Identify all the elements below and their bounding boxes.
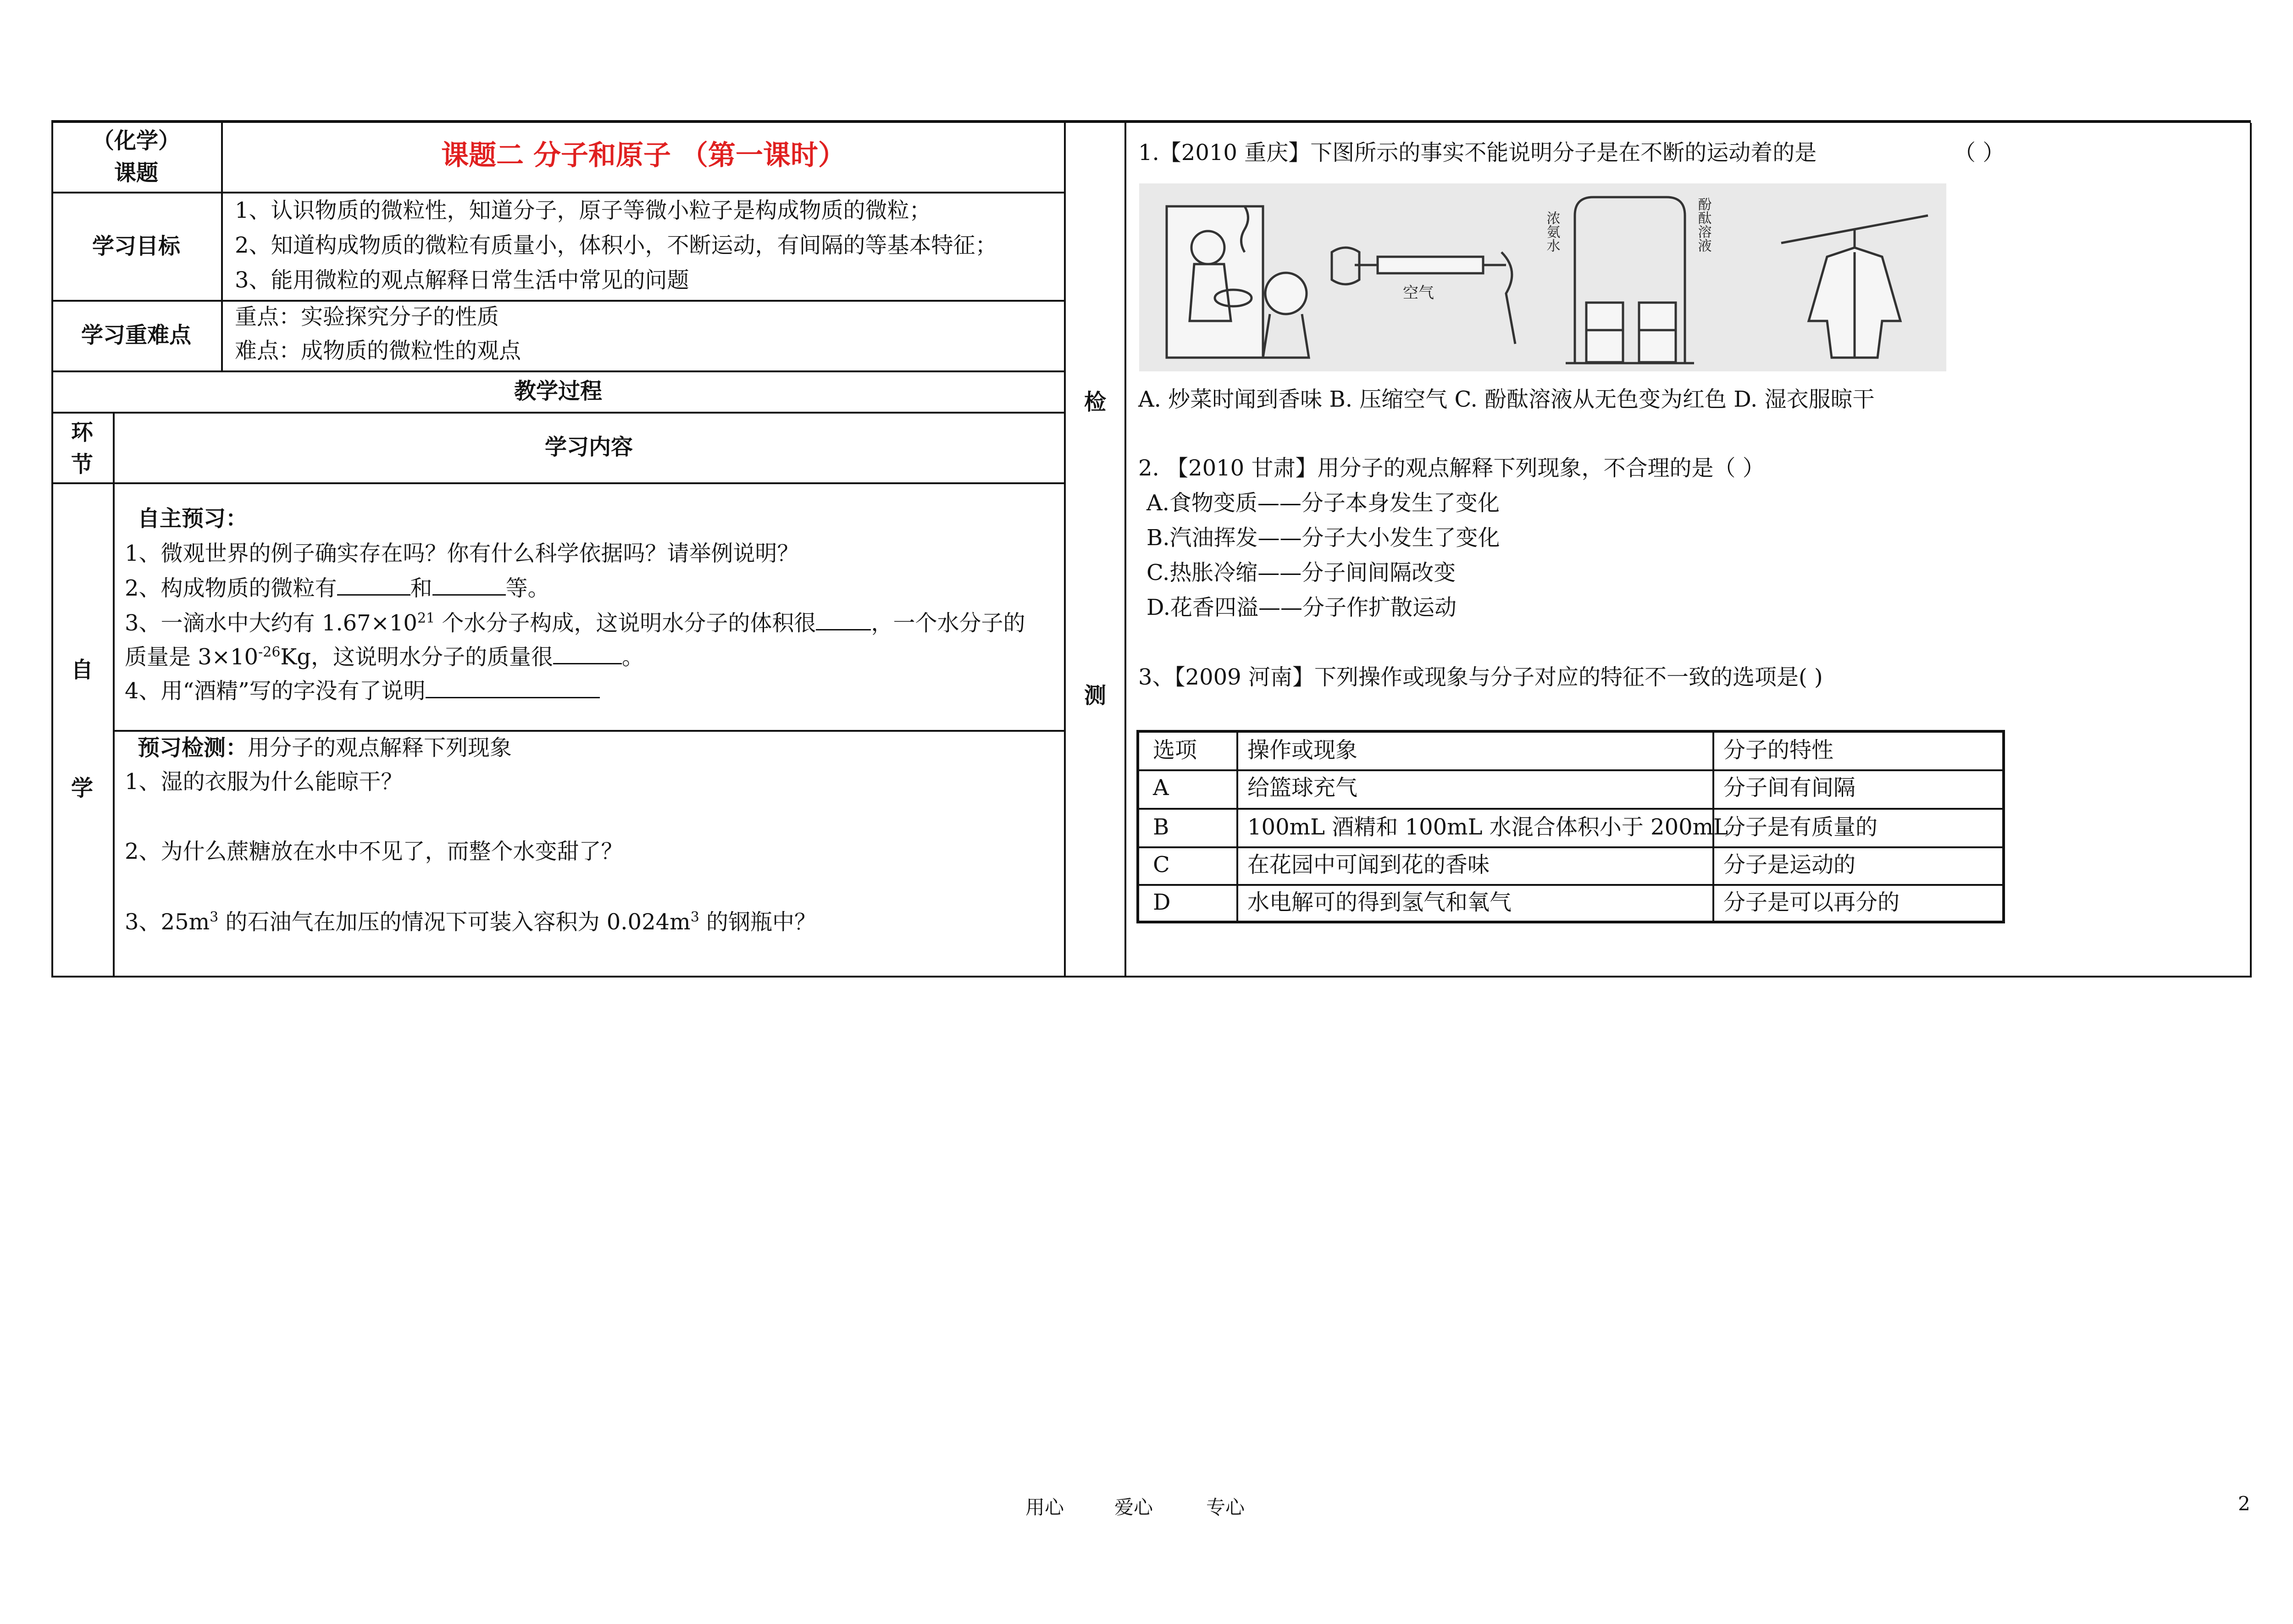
row-line-1 [51, 192, 1065, 193]
self-check-heading-rest: 用分子的观点解释下列现象 [248, 735, 512, 761]
check-char-1: 检 [1084, 389, 1106, 415]
self-check-question-3 [125, 908, 816, 936]
preview-q3-part-e: Kg，这说明水分子的质量很 [280, 644, 554, 670]
table-cell-a-property: 分子间有间隔 [1723, 775, 1856, 801]
self-check-question-2: 2、为什么蔗糖放在水中不见了，而整个水变甜了？ [125, 839, 623, 864]
col-stage-header [51, 416, 113, 481]
preview-question-1: 1、微观世界的例子确实存在吗？你有什么科学依据吗？请举例说明？ [125, 541, 799, 566]
test-question-3-stem: 3、【2009 河南】下列操作或现象与分子对应的特征不一致的选项是( ) [1138, 664, 1823, 690]
page-number: 2 [2238, 1492, 2250, 1515]
col-line-stage [113, 412, 115, 977]
row-line-6 [114, 730, 1065, 732]
self-check-q3-exponent-1: 3 [210, 909, 219, 925]
key-point-difficulty: 难点：成物质的微粒性的观点 [235, 338, 521, 364]
frame-right [2250, 123, 2252, 977]
preview-q2-part-a: 2、构成物质的微粒有 [125, 575, 337, 601]
preview-q3-part-c: ，一个水分子的 [871, 610, 1025, 636]
preview-q2-blank-1[interactable] [337, 573, 410, 596]
preview-q2-part-b: 和 [410, 575, 432, 601]
preview-question-4 [125, 676, 600, 705]
table-col-line-1 [1236, 733, 1238, 921]
preview-q4-blank[interactable] [426, 676, 600, 698]
preview-question-3-line-1 [125, 608, 1025, 637]
divider-left-panel [1064, 123, 1066, 977]
preview-q3-part-d: 质量是 3×10 [125, 644, 259, 670]
test-question-2-option-d: D.花香四溢——分子作扩散运动 [1146, 595, 1457, 620]
frame-bottom [51, 976, 2252, 978]
question-1-illustration [1139, 183, 1946, 371]
test-question-1-answer-paren: （ ） [1954, 140, 2005, 166]
fig-label-ammonia: 浓氨水 [1544, 211, 1560, 252]
self-check-q3-part-c: 的钢瓶中？ [699, 909, 817, 935]
table-cell-c-option: C [1153, 852, 1170, 878]
table-cell-c-operation: 在花园中可闻到花的香味 [1247, 852, 1490, 878]
objective-item-3: 3、能用微粒的观点解释日常生活中常见的问题 [235, 267, 689, 293]
key-point-focus: 重点：实验探究分子的性质 [235, 304, 499, 330]
topic-label: 课题 [114, 160, 158, 186]
preview-q3-part-f: 。 [622, 644, 644, 670]
self-check-q3-part-b: 的石油气在加压的情况下可装入容积为 0.024m [218, 909, 691, 935]
row-line-4 [51, 412, 1065, 414]
table-header-operation: 操作或现象 [1247, 737, 1358, 763]
fig-label-phenolphthalein: 酚酞溶液 [1695, 197, 1711, 252]
preview-question-3-line-2 [125, 642, 644, 671]
objectives-label: 学习目标 [92, 233, 180, 259]
row-line-2 [51, 300, 1065, 302]
preview-q3-exponent-1: 21 [417, 610, 435, 626]
table-cell-a-option: A [1153, 775, 1169, 801]
self-check-q3-exponent-2: 3 [690, 909, 699, 925]
page-title: 课题二 分子和原子 （第一课时） [441, 139, 846, 171]
key-points-label: 学习重难点 [81, 322, 191, 348]
top-rule [51, 120, 2251, 123]
process-label: 教学过程 [514, 378, 602, 404]
table-cell-d-operation: 水电解可的得到氢气和氧气 [1247, 889, 1512, 915]
subject-label: （化学） [92, 128, 180, 154]
test-question-1-options: A. 炒菜时闻到香味 B. 压缩空气 C. 酚酞溶液从无色变为红色 D. 湿衣服晾干 [1138, 387, 1875, 412]
table-cell-d-option: D [1153, 889, 1171, 915]
table-cell-c-property: 分子是运动的 [1723, 852, 1856, 878]
table-row-line-3 [1139, 846, 2002, 848]
stage-char-self: 自 [71, 657, 93, 683]
self-check-question-1: 1、湿的衣服为什么能晾干？ [125, 769, 403, 795]
col-stage-header-text: 环节 [71, 420, 93, 477]
divider-check-column [1124, 123, 1126, 977]
self-check-q3-part-a: 3、25m [125, 909, 210, 935]
table-cell-a-operation: 给篮球充气 [1247, 775, 1358, 801]
table-header-property: 分子的特性 [1723, 737, 1834, 763]
preview-q4-text: 4、用“酒精”写的字没有了说明 [125, 678, 426, 704]
fig-label-air: 空气 [1403, 284, 1434, 302]
table-cell-b-operation: 100mL 酒精和 100mL 水混合体积小于 200mL [1247, 814, 1728, 840]
table-row-line-1 [1139, 769, 2002, 771]
objective-item-1: 1、认识物质的微粒性，知道分子，原子等微小粒子是构成物质的微粒； [235, 198, 931, 223]
preview-q3-blank-1[interactable] [816, 608, 871, 630]
col-content-header: 学习内容 [544, 434, 633, 460]
preview-question-2 [125, 573, 550, 602]
preview-q2-blank-2[interactable] [432, 573, 506, 596]
preview-q2-part-c: 等。 [505, 575, 550, 601]
preview-q3-blank-2[interactable] [553, 642, 622, 664]
row-line-5 [51, 482, 1065, 484]
test-question-2-option-c: C.热胀冷缩——分子间间隔改变 [1146, 560, 1456, 586]
table-row-line-2 [1139, 808, 2002, 810]
footer-motto-2: 爱心 [1114, 1496, 1153, 1519]
question-3-table [1136, 730, 2005, 923]
preview-q3-part-b: 个水分子构成，这说明水分子的体积很 [435, 610, 816, 636]
test-question-1-stem: 1.【2010 重庆】下图所示的事实不能说明分子是在不断的运动着的是 [1138, 140, 1817, 166]
self-check-heading [138, 734, 512, 762]
row-line-3 [51, 370, 1065, 372]
footer-motto-1: 用心 [1025, 1496, 1064, 1519]
self-check-heading-bold: 预习检测： [138, 735, 248, 761]
test-question-2-option-a: A.食物变质——分子本身发生了变化 [1146, 490, 1500, 516]
test-question-2-stem: 2. 【2010 甘肃】用分子的观点解释下列现象，不合理的是（ ） [1138, 455, 1765, 481]
footer-motto-3: 专心 [1206, 1496, 1245, 1519]
test-question-2-option-b: B.汽油挥发——分子大小发生了变化 [1146, 525, 1500, 551]
table-cell-b-option: B [1153, 814, 1169, 840]
check-char-2: 测 [1084, 683, 1106, 708]
table-cell-b-property: 分子是有质量的 [1723, 814, 1878, 840]
table-header-option: 选项 [1153, 737, 1197, 763]
objective-item-2: 2、知道构成物质的微粒有质量小，体积小，不断运动，有间隔的等基本特征； [235, 232, 997, 258]
preview-q3-exponent-2: -26 [258, 644, 281, 660]
stage-char-study: 学 [71, 775, 93, 801]
preview-q3-part-a: 3、一滴水中大约有 1.67×10 [125, 610, 417, 636]
table-cell-d-property: 分子是可以再分的 [1723, 889, 1900, 915]
table-row-line-4 [1139, 884, 2002, 886]
preview-heading: 自主预习： [138, 506, 248, 531]
